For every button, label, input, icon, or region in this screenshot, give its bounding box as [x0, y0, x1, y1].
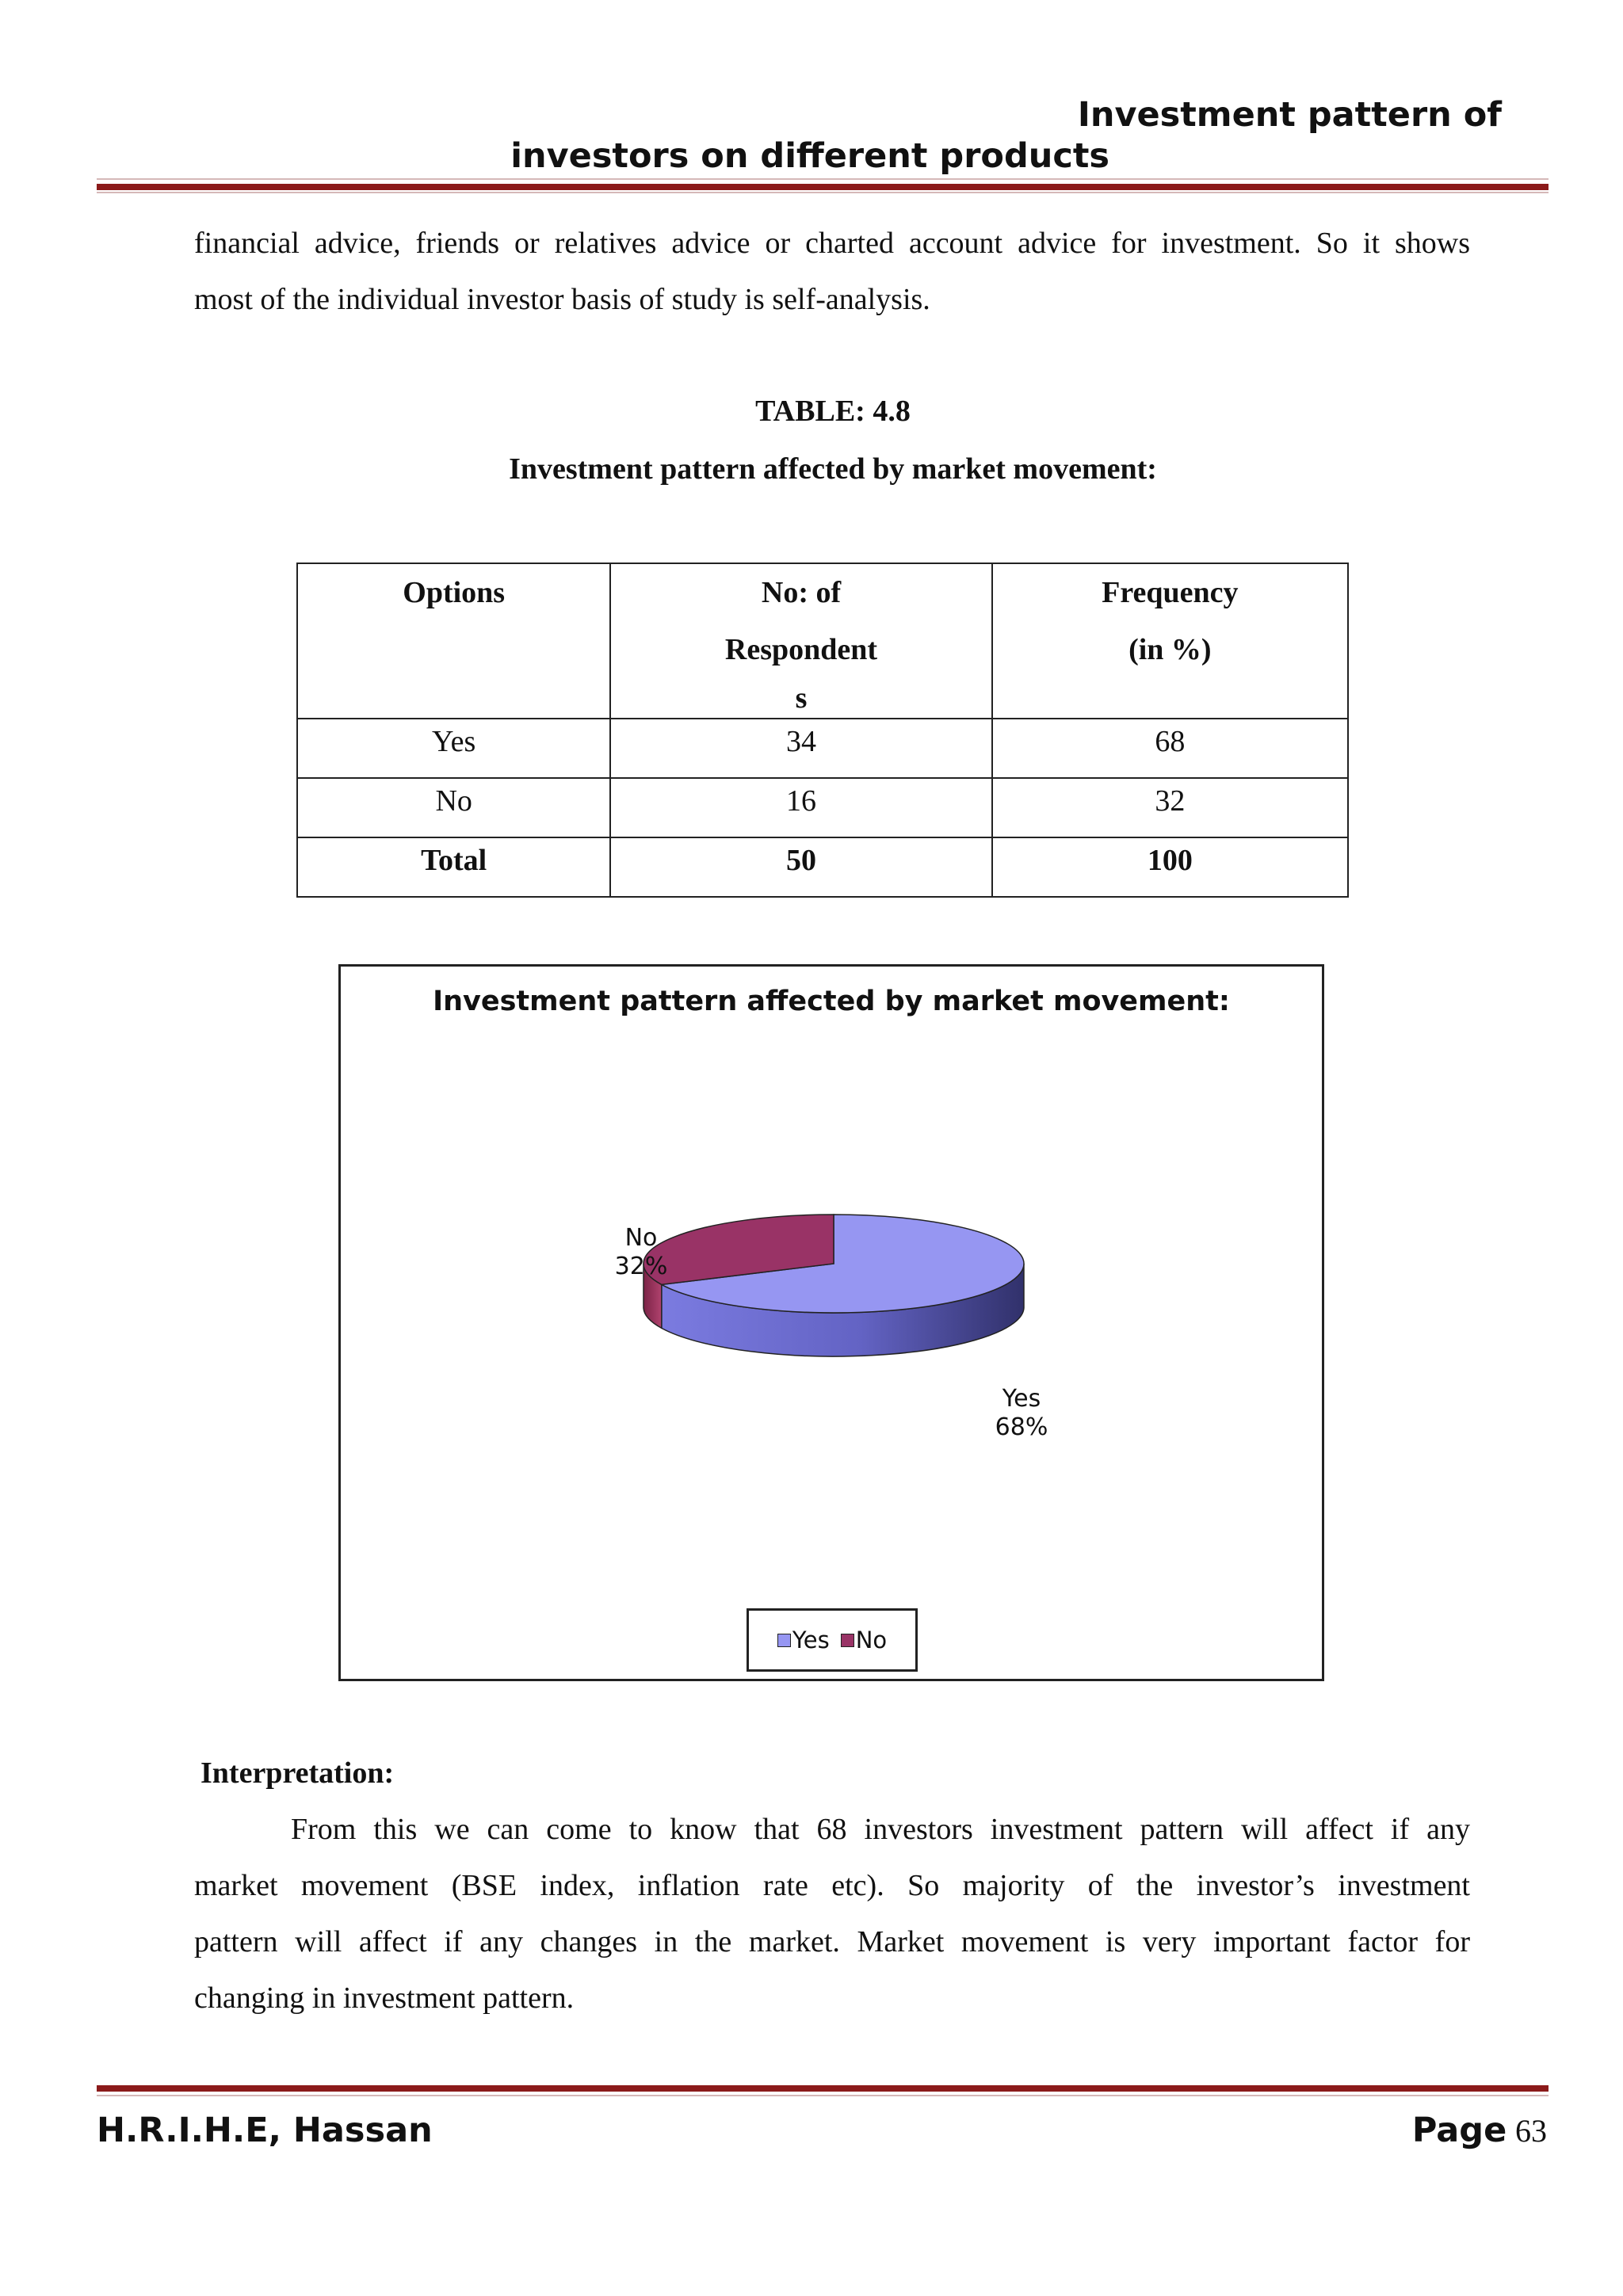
cell-frequency: 32 [992, 778, 1348, 837]
table-row [297, 778, 1348, 837]
interpretation-paragraph [194, 1802, 1470, 2027]
interpretation-heading: Interpretation: [200, 1756, 395, 1790]
legend-swatch-no [841, 1634, 854, 1647]
header-rule-thin [97, 178, 1549, 180]
footer-page [1412, 2111, 1547, 2150]
header-rule [97, 184, 1549, 190]
table-header-row [297, 563, 1348, 719]
footer-page-number: 63 [1515, 2113, 1547, 2149]
legend-swatch-yes [777, 1634, 791, 1647]
cell-respondents: 34 [610, 719, 991, 778]
intro-paragraph [194, 215, 1470, 328]
cell-option: Yes [297, 719, 610, 778]
header-title-line2: investors on different products [510, 136, 1109, 176]
slice-label-name-yes: Yes [1002, 1385, 1041, 1413]
table-total-row [297, 837, 1348, 897]
cell-respondents: 50 [610, 837, 991, 897]
footer-institution: H.R.I.H.E, Hassan [97, 2111, 433, 2150]
footer-page-label: Page [1411, 2111, 1507, 2150]
table-row [297, 719, 1348, 778]
legend-label-yes: Yes [792, 1627, 830, 1653]
legend-item-no [841, 1627, 887, 1653]
table-caption-title: Investment pattern affected by market movement: [509, 452, 1157, 486]
chart-legend [747, 1608, 918, 1672]
interpretation-line: From this we can come to know that 68 investors investment pattern will affect if any [291, 1813, 1470, 1846]
slice-label-percent-yes: 68% [995, 1413, 1048, 1441]
cell-option: No [297, 778, 610, 837]
footer-rule [97, 2085, 1549, 2092]
intro-line: financial advice, friends or relatives advice or charted account advice for investment. So it shows [194, 227, 1470, 260]
interpretation-line: market movement (BSE index, inflation rate etc). So majority of the investor’s investment [194, 1869, 1470, 1902]
pie-chart [338, 964, 1324, 1681]
header-frequency: Frequency (in %) [992, 563, 1348, 719]
header-respondents: No: of Respondent s [610, 563, 991, 719]
cell-option: Total [297, 837, 610, 897]
chart-title: Investment pattern affected by market movement: [433, 986, 1230, 1017]
table-caption-number: TABLE: 4.8 [755, 395, 911, 428]
cell-frequency: 100 [992, 837, 1348, 897]
respondents-table [296, 563, 1349, 898]
legend-item-yes [777, 1627, 830, 1653]
cell-respondents: 16 [610, 778, 991, 837]
slice-label-name-no: No [624, 1224, 658, 1252]
slice-label-percent-no: 32% [614, 1253, 668, 1280]
intro-line: most of the individual investor basis of study is self-analysis. [194, 283, 930, 316]
header-options: Options [297, 563, 610, 719]
pie-chart-canvas [341, 967, 1322, 1679]
legend-label-no: No [855, 1627, 888, 1653]
interpretation-line: pattern will affect if any changes in the market. Market movement is very important factor for [194, 1925, 1470, 1958]
footer-rule-thin [97, 2095, 1549, 2096]
header-rule-thin-lower [97, 192, 1549, 193]
header-title-line1: Investment pattern of [1077, 95, 1502, 135]
cell-frequency: 68 [992, 719, 1348, 778]
interpretation-line: changing in investment pattern. [194, 1981, 575, 2015]
